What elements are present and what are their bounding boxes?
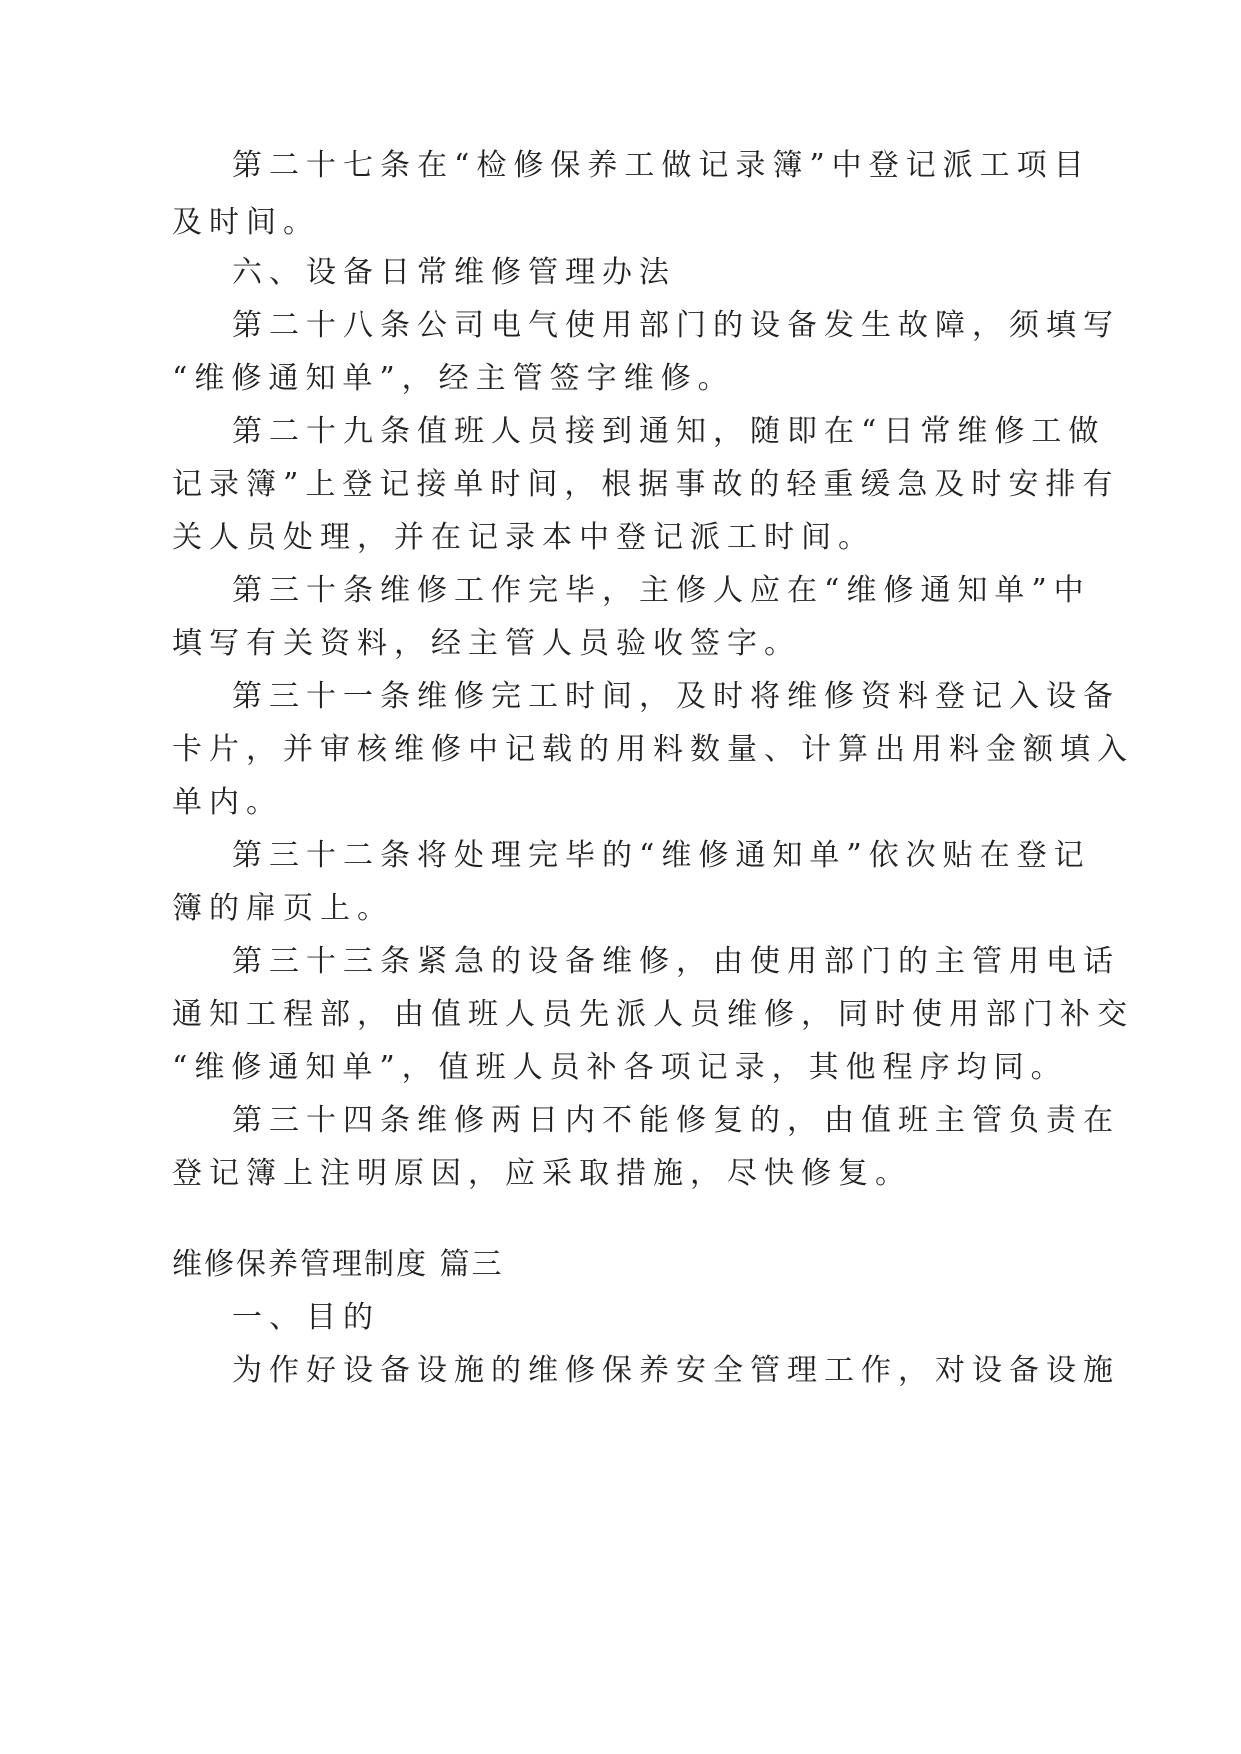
- article-34-line-2: 登记簿上注明原因，应采取措施，尽快修复。: [172, 1156, 912, 1191]
- article-33-line-3: “维修通知单”，值班人员补各项记录，其他程序均同。: [172, 1050, 1068, 1085]
- article-31-line-3: 单内。: [172, 785, 283, 820]
- article-28-line-1: 第二十八条公司电气使用部门的设备发生故障，须填写: [232, 308, 1120, 343]
- article-29-line-1: 第二十九条值班人员接到通知，随即在“日常维修工做: [232, 414, 1106, 449]
- article-28-line-2: “维修通知单”，经主管签字维修。: [172, 361, 735, 396]
- purpose-line-1: 为作好设备设施的维修保养安全管理工作，对设备设施: [232, 1353, 1120, 1388]
- section-1-heading: 一、目的: [232, 1300, 380, 1335]
- article-31-line-2: 卡片，并审核维修中记载的用料数量、计算出用料金额填入: [172, 732, 1134, 767]
- article-32-line-2: 簿的扉页上。: [172, 891, 394, 926]
- article-29-line-3: 关人员处理，并在记录本中登记派工时间。: [172, 520, 875, 555]
- article-30-line-1: 第三十条维修工作完毕，主修人应在“维修通知单”中: [232, 573, 1091, 608]
- chapter-3-title: 维修保养管理制度 篇三: [172, 1247, 504, 1282]
- article-33-line-2: 通知工程部，由值班人员先派人员维修，同时使用部门补交: [172, 997, 1134, 1032]
- article-33-line-1: 第三十三条紧急的设备维修，由使用部门的主管用电话: [232, 944, 1120, 979]
- article-32-line-1: 第三十二条将处理完毕的“维修通知单”依次贴在登记: [232, 838, 1091, 873]
- article-31-line-1: 第三十一条维修完工时间，及时将维修资料登记入设备: [232, 679, 1120, 714]
- article-27-line-1: 第二十七条在“检修保养工做记录簿”中登记派工项目: [232, 148, 1091, 183]
- article-34-line-1: 第三十四条维修两日内不能修复的，由值班主管负责在: [232, 1103, 1120, 1138]
- article-30-line-2: 填写有关资料，经主管人员验收签字。: [172, 626, 801, 661]
- section-6-heading: 六、设备日常维修管理办法: [232, 255, 676, 290]
- article-27-line-2: 及时间。: [172, 205, 320, 240]
- article-29-line-2: 记录簿”上登记接单时间，根据事故的轻重缓急及时安排有: [172, 467, 1120, 502]
